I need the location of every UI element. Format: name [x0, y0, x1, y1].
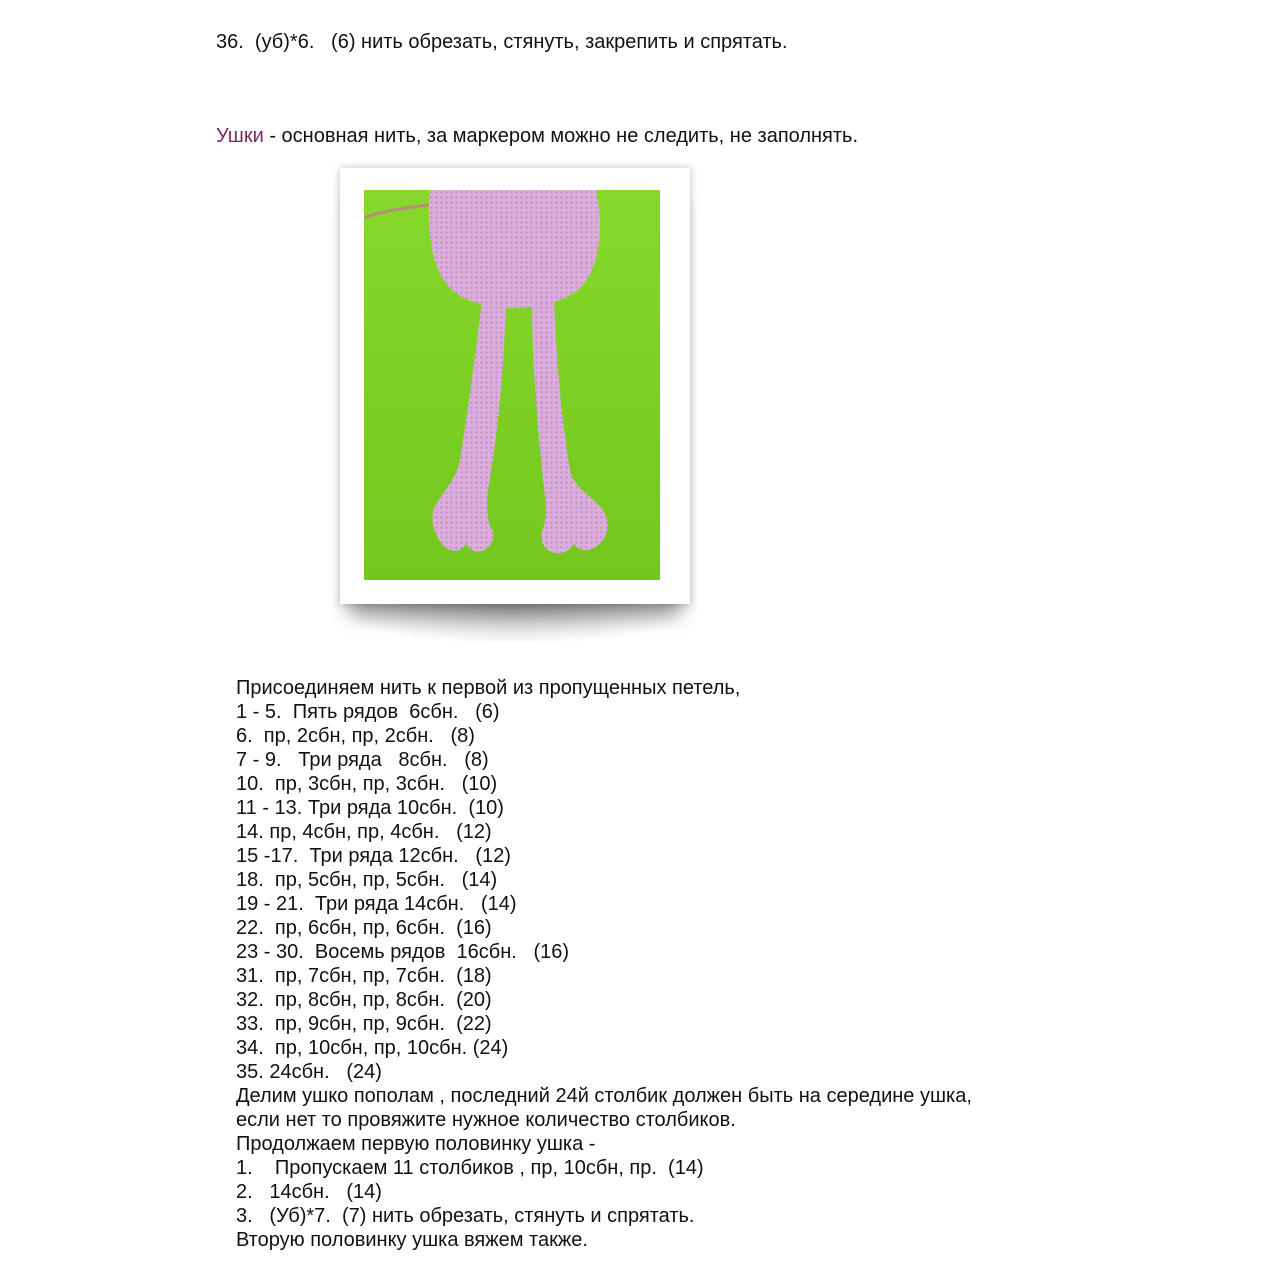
crochet-body — [429, 190, 600, 308]
pattern-line: 33. пр, 9сбн, пр, 9сбн. (22) — [236, 1013, 492, 1035]
pattern-line: 34. пр, 10сбн, пр, 10сбн. (24) — [236, 1037, 509, 1059]
pattern-line: 11 - 13. Три ряда 10сбн. (10) — [236, 797, 504, 819]
pattern-line: 6. пр, 2сбн, пр, 2сбн. (8) — [236, 725, 475, 747]
pattern-line: Продолжаем первую половинку ушка - — [236, 1133, 596, 1155]
crochet-legs-photo-icon — [364, 190, 660, 580]
pattern-line: 22. пр, 6сбн, пр, 6сбн. (16) — [236, 917, 492, 939]
ears-section-heading — [216, 122, 858, 150]
pattern-line: 32. пр, 8сбн, пр, 8сбн. (20) — [236, 989, 492, 1011]
pattern-line: если нет то провяжите нужное количество столбиков. — [236, 1109, 736, 1131]
pattern-line: 10. пр, 3сбн, пр, 3сбн. (10) — [236, 773, 498, 795]
pattern-line: Присоединяем нить к первой из пропущенных петель, — [236, 677, 741, 699]
pattern-line: Вторую половинку ушка вяжем также. — [236, 1229, 588, 1251]
photo-frame — [340, 168, 690, 604]
pattern-line: 14. пр, 4сбн, пр, 4сбн. (12) — [236, 821, 492, 843]
pattern-row-36: 36. (уб)*6. (6) нить обрезать, стянуть, закрепить и спрятать. — [216, 31, 788, 53]
pattern-line: 3. (Уб)*7. (7) нить обрезать, стянуть и спрятать. — [236, 1205, 695, 1227]
pattern-line: 18. пр, 5сбн, пр, 5сбн. (14) — [236, 869, 498, 891]
photo-shadow — [332, 598, 698, 642]
pattern-line: 1 - 5. Пять рядов 6сбн. (6) — [236, 701, 500, 723]
pattern-instructions — [236, 676, 972, 1252]
ears-title: Ушки — [216, 125, 264, 147]
ears-description: - основная нить, за маркером можно не следить, не заполнять. — [263, 125, 859, 147]
pattern-line: 15 -17. Три ряда 12сбн. (12) — [236, 845, 511, 867]
pattern-line: 23 - 30. Восемь рядов 16сбн. (16) — [236, 941, 570, 963]
pattern-line: 31. пр, 7сбн, пр, 7сбн. (18) — [236, 965, 492, 987]
pattern-line: 1. Пропускаем 11 столбиков , пр, 10сбн, пр. (14) — [236, 1157, 704, 1179]
pattern-line: 7 - 9. Три ряда 8сбн. (8) — [236, 749, 489, 771]
pattern-line: 35. 24сбн. (24) — [236, 1061, 382, 1083]
pattern-line: 19 - 21. Три ряда 14сбн. (14) — [236, 893, 517, 915]
pattern-line: Делим ушко пополам , последний 24й столбик должен быть на середине ушка, — [236, 1085, 972, 1107]
pattern-line: 2. 14сбн. (14) — [236, 1181, 382, 1203]
